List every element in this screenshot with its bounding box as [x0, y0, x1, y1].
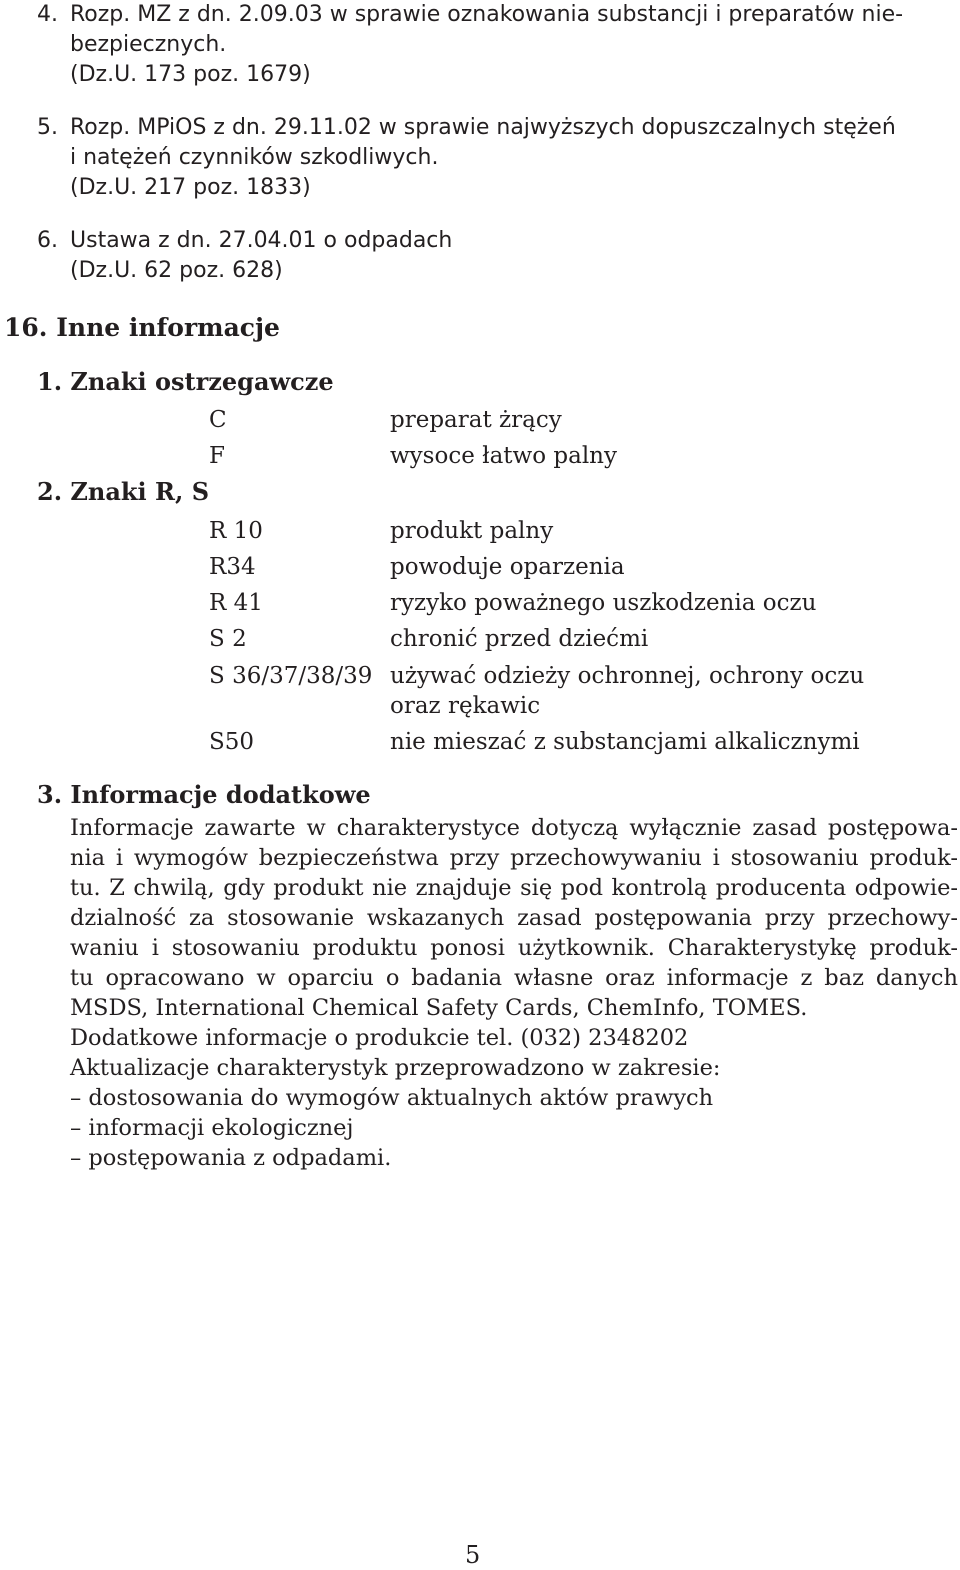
paragraph-line: tu opracowano w oparciu o badania własne oraz informacje z baz danych — [70, 965, 958, 991]
contact-line: Dodatkowe informacje o produkcie tel. (032) 2348202 — [70, 1025, 689, 1051]
additional-info-title: 3. Informacje dodatkowe — [37, 780, 371, 809]
regulation-text-line: (Dz.U. 217 poz. 1833) — [70, 175, 311, 200]
warning-signs-title: 1. Znaki ostrzegawcze — [37, 367, 334, 396]
paragraph-line: waniu i stosowaniu produktu ponosi użytkownik. Charakterystykę produk- — [70, 935, 958, 961]
phrase-desc: oraz rękawic — [390, 693, 541, 719]
phrase-code: S 36/37/38/39 — [209, 663, 373, 689]
regulation-text-line: bezpiecznych. — [70, 32, 227, 57]
phrase-desc: używać odzieży ochronnej, ochrony oczu — [390, 663, 865, 689]
paragraph-line: MSDS, International Chemical Safety Cards, ChemInfo, TOMES. — [70, 995, 808, 1021]
warning-sign-code: F — [209, 443, 225, 469]
warning-sign-desc: preparat żrący — [390, 407, 562, 433]
phrase-desc: powoduje oparzenia — [390, 554, 625, 580]
update-item: – informacji ekologicznej — [70, 1115, 354, 1141]
phrase-code: R34 — [209, 554, 256, 580]
warning-sign-desc: wysoce łatwo palny — [390, 443, 617, 469]
phrase-code: S 2 — [209, 626, 247, 652]
warning-sign-code: C — [209, 407, 227, 433]
phrase-desc: nie mieszać z substancjami alkalicznymi — [390, 729, 860, 755]
regulation-number: 6. — [37, 228, 58, 253]
regulation-number: 5. — [37, 115, 58, 140]
rs-phrases-title: 2. Znaki R, S — [37, 477, 210, 506]
page-number: 5 — [465, 1541, 481, 1569]
updates-intro: Aktualizacje charakterystyk przeprowadzono w zakresie: — [70, 1055, 721, 1081]
regulation-text-line: (Dz.U. 62 poz. 628) — [70, 258, 283, 283]
update-item: – dostosowania do wymogów aktualnych aktów prawych — [70, 1085, 714, 1111]
additional-info-paragraph — [70, 813, 958, 1023]
paragraph-line: dzialność za stosowanie wskazanych zasad postępowania przy przechowy- — [70, 905, 958, 931]
phrase-desc: chronić przed dziećmi — [390, 626, 649, 652]
phrase-desc: ryzyko poważnego uszkodzenia oczu — [390, 590, 817, 616]
regulation-text-line: Ustawa z dn. 27.04.01 o odpadach — [70, 228, 453, 253]
paragraph-line: nia i wymogów bezpieczeństwa przy przechowywaniu i stosowaniu produk- — [70, 845, 958, 871]
regulation-text-line: Rozp. MZ z dn. 2.09.03 w sprawie oznakowania substancji i preparatów nie- — [70, 2, 904, 27]
phrase-code: S50 — [209, 729, 255, 755]
update-item: – postępowania z odpadami. — [70, 1145, 392, 1171]
paragraph-line: tu. Z chwilą, gdy produkt nie znajduje się pod kontrolą producenta odpowie- — [70, 875, 958, 901]
phrase-code: R 41 — [209, 590, 263, 616]
phrase-desc: produkt palny — [390, 518, 554, 544]
regulation-number: 4. — [37, 2, 58, 27]
regulation-text-line: i natężeń czynników szkodliwych. — [70, 145, 439, 170]
regulation-text-line: Rozp. MPiOS z dn. 29.11.02 w sprawie najwyższych dopuszczalnych stężeń — [70, 115, 896, 140]
phrase-code: R 10 — [209, 518, 263, 544]
paragraph-line: Informacje zawarte w charakterystyce dotyczą wyłącznie zasad postępowa- — [70, 815, 958, 841]
section-title: 16. Inne informacje — [4, 313, 280, 342]
regulation-text-line: (Dz.U. 173 poz. 1679) — [70, 62, 311, 87]
